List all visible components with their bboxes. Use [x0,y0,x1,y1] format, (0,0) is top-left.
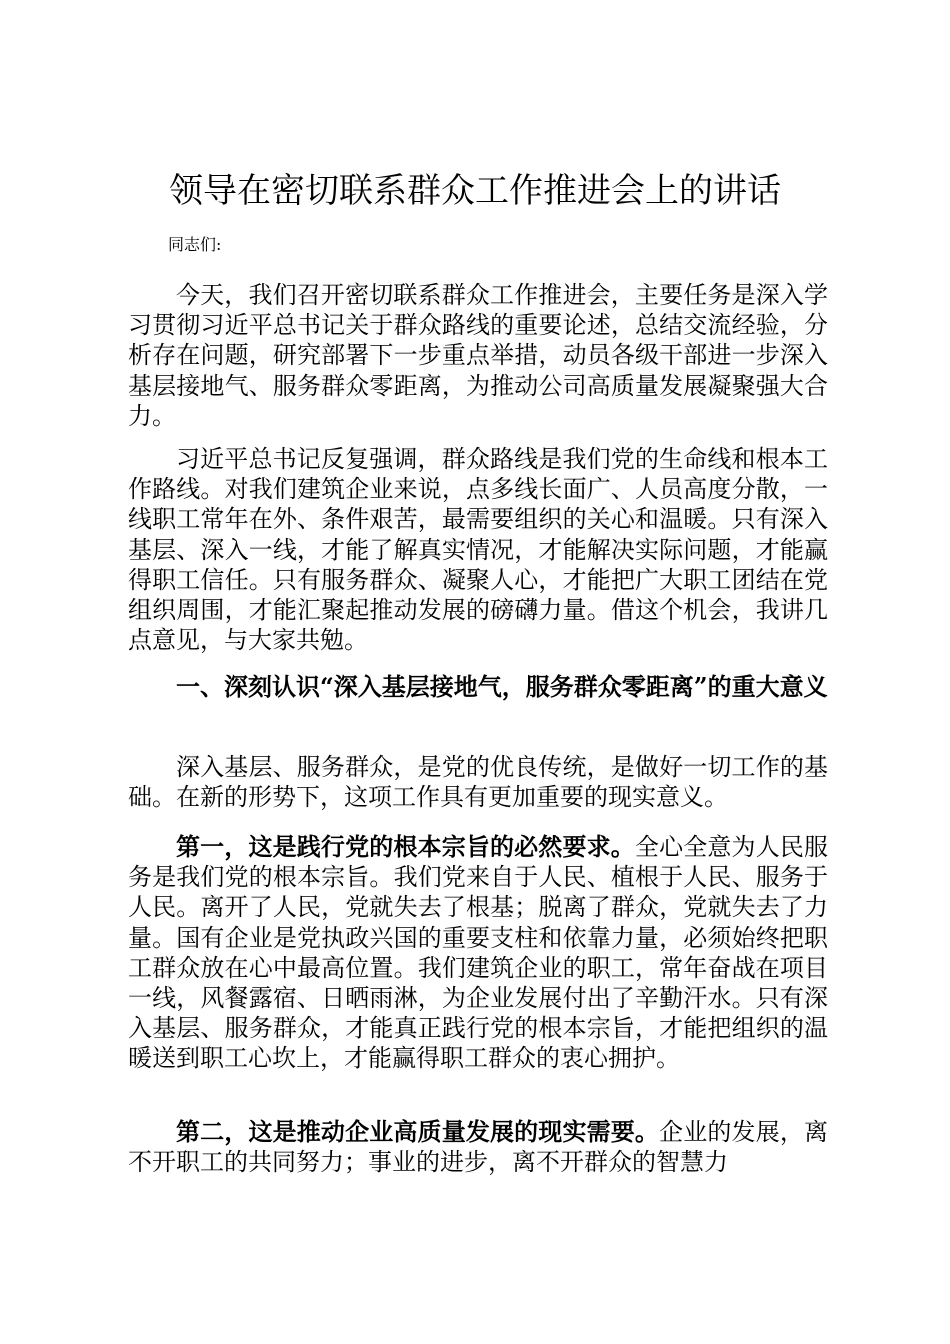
point-1-lead: 第一，这是践行党的根本宗旨的必然要求。 [176,832,635,861]
paragraph-point-1 [128,832,828,1074]
point-2-text: 企业的发展，离不开职工的共同努力；事业的进步，离不开群众的智慧力 [128,1118,829,1177]
paragraph-section-intro: 深入基层、服务群众，是党的优良传统，是做好一切工作的基础。在新的形势下，这项工作具有更加重要的现实意义。 [128,753,828,812]
paragraph-point-2 [128,1117,828,1177]
point-1-text: 全心全意为人民服务是我们党的根本宗旨。我们党来自于人民、植根于人民、服务于人民。离开了人民，党就失去了根基；脱离了群众，党就失去了力量。国有企业是党执政兴国的重要支柱和依靠力量，必须始终把职工群众放在心中最高位置。我们建筑企业的职工，常年奋战在项目一线，风餐露宿、日晒雨淋，为企业发展付出了辛勤汗水。只有深入基层、服务群众，才能真正践行党的根本宗旨，才能把组织的温暖送到职工心坎上，才能赢得职工群众的衷心拥护。 [128,833,828,1073]
salutation: 同志们: [168,235,222,254]
paragraph-background: 习近平总书记反复强调，群众路线是我们党的生命线和根本工作路线。对我们建筑企业来说，点多线长面广、人员高度分散，一线职工常年在外、条件艰苦，最需要组织的关心和温暖。只有深入基层、深入一线，才能了解真实情况，才能解决实际问题，才能赢得职工信任。只有服务群众、凝聚人心，才能把广大职工团结在党组织周围，才能汇聚起推动发展的磅礴力量。借这个机会，我讲几点意见，与大家共勉。 [128,445,828,655]
paragraph-intro: 今天，我们召开密切联系群众工作推进会，主要任务是深入学习贯彻习近平总书记关于群众路线的重要论述，总结交流经验，分析存在问题，研究部署下一步重点举措，动员各级干部进一步深入基层接地气、服务群众零距离，为推动公司高质量发展凝聚强大合力。 [128,281,828,430]
document-title: 领导在密切联系群众工作推进会上的讲话 [169,171,781,211]
section-heading-1: 一、深刻认识“深入基层接地气，服务群众零距离”的重大意义 [176,672,828,701]
point-2-lead: 第二，这是推动企业高质量发展的现实需要。 [176,1117,660,1146]
